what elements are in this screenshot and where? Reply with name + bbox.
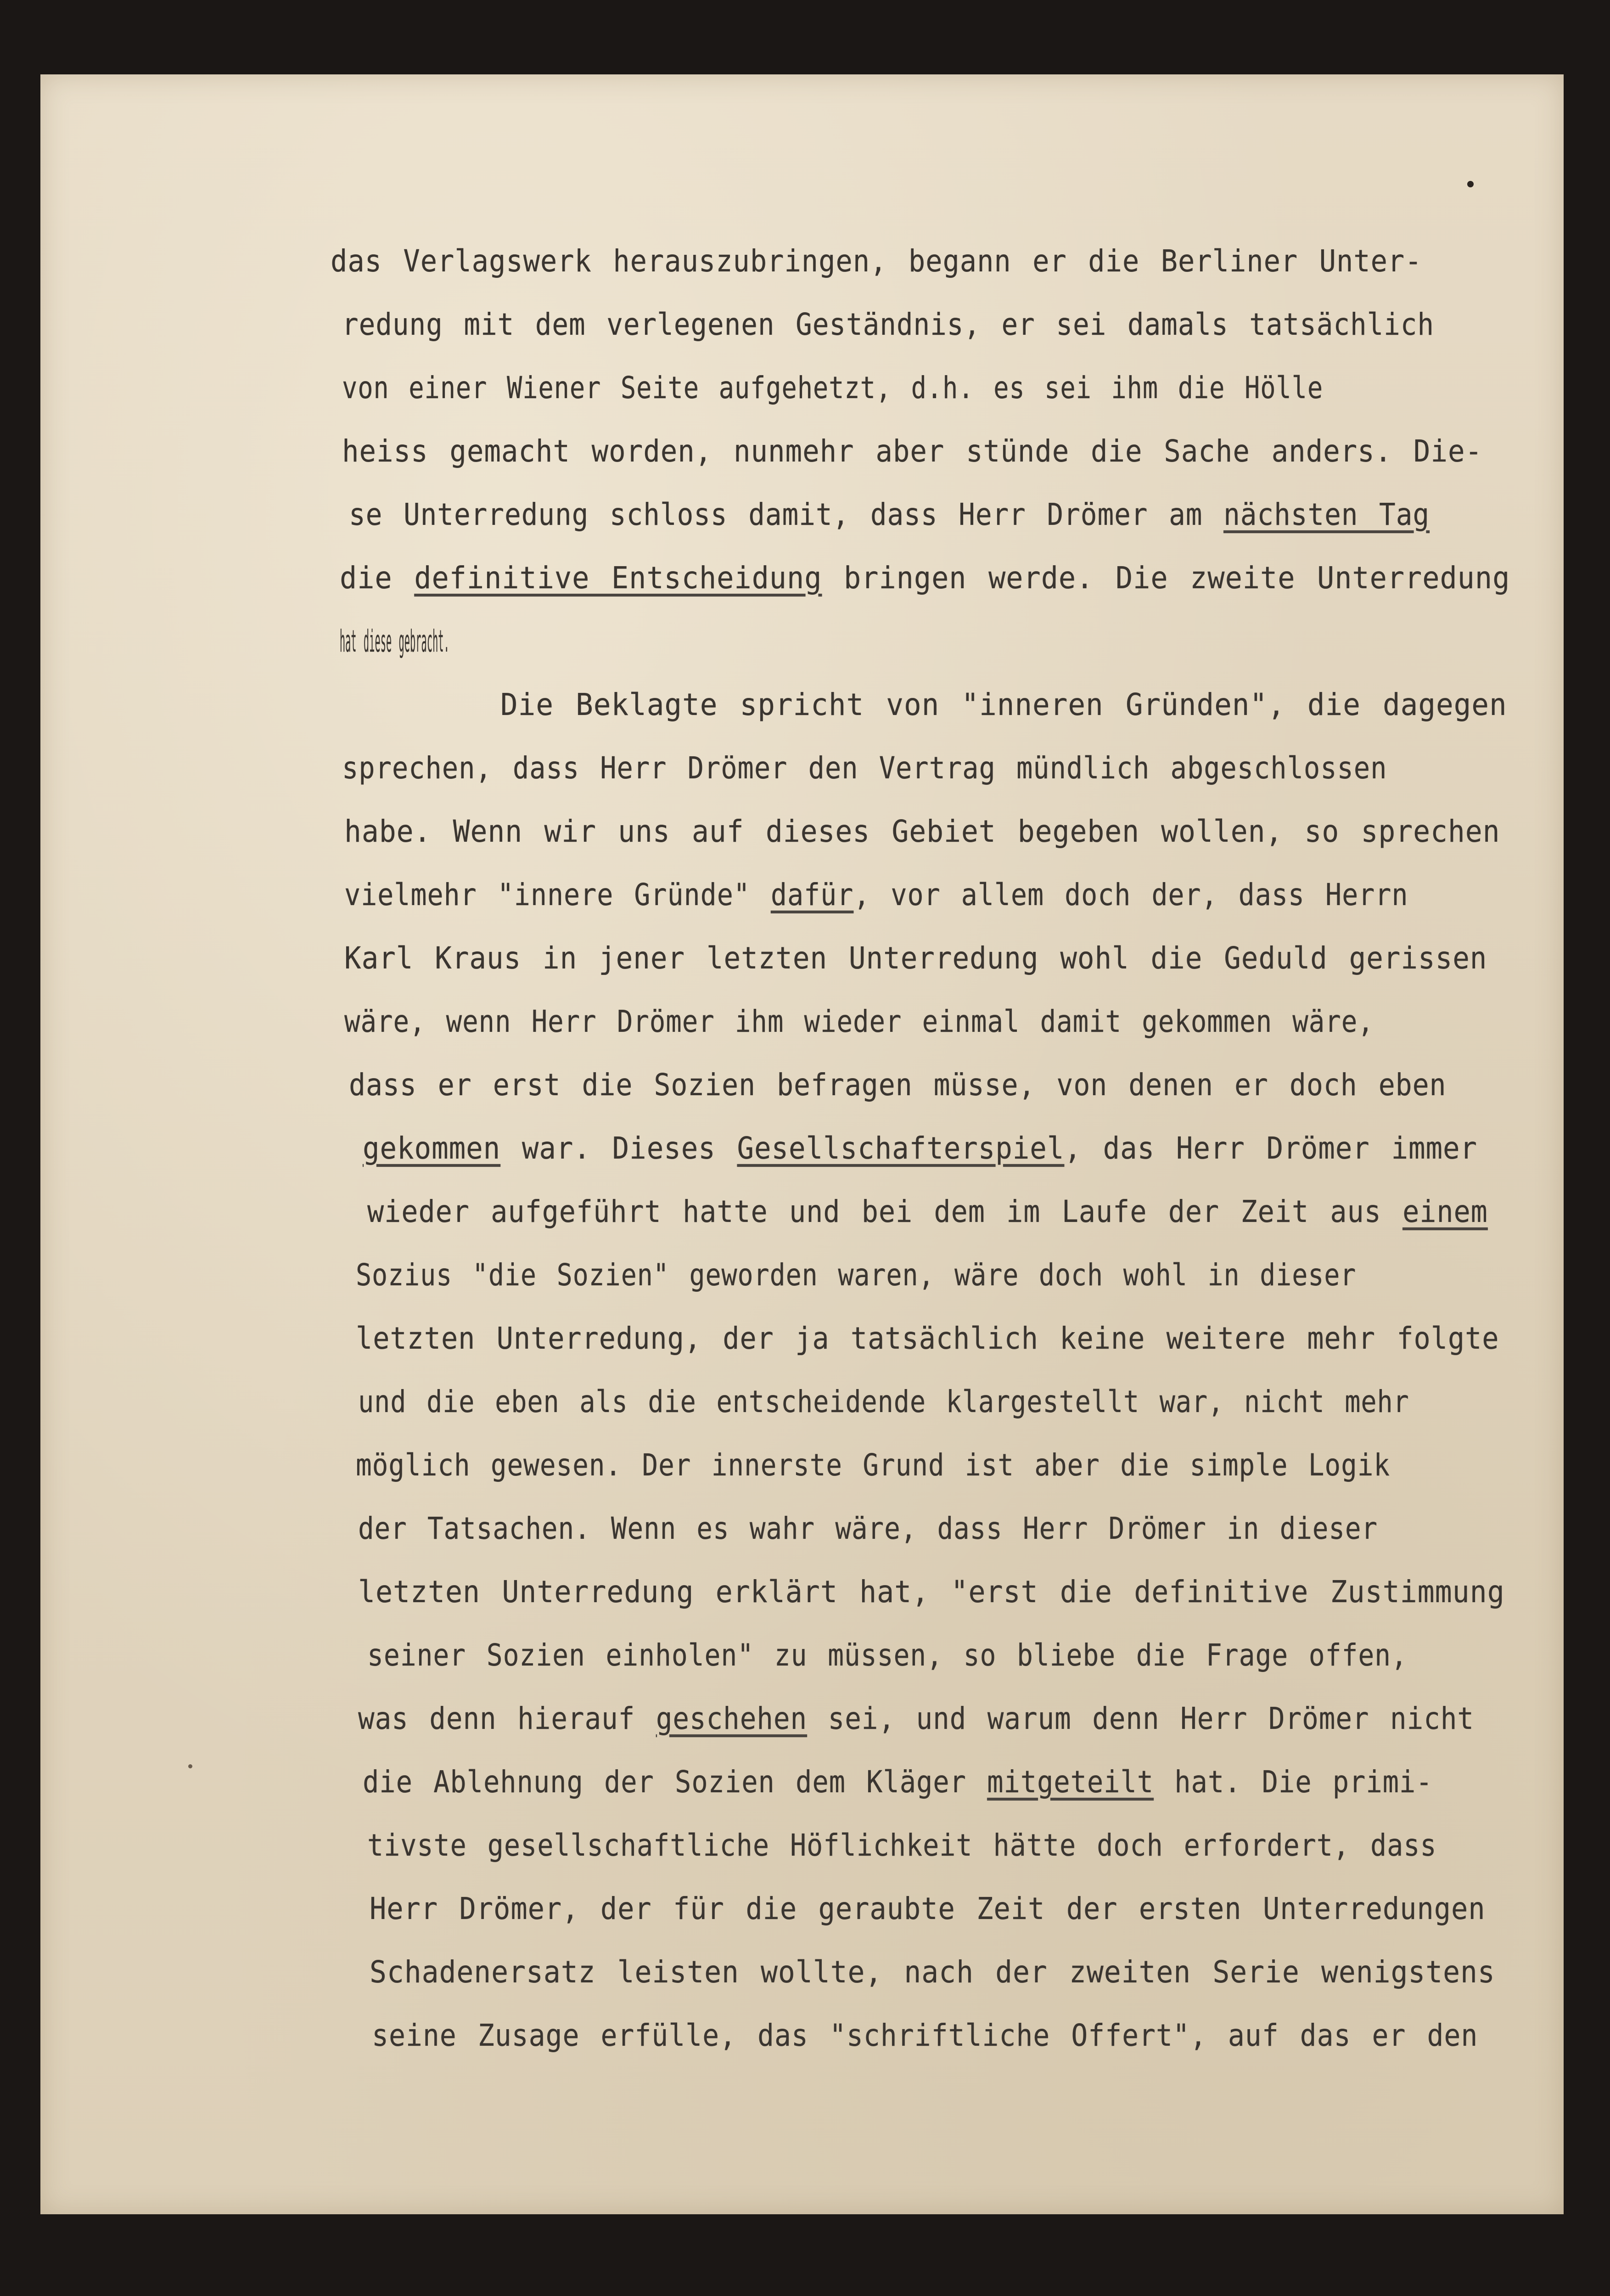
text-line (363, 1750, 1455, 1814)
text-line (356, 1434, 1434, 1497)
text-line (370, 1941, 1503, 2004)
text-segment: letzten Unterredung, der ja tatsächlich keine weitere mehr folgte (356, 1321, 1499, 1356)
text-line (356, 1244, 1416, 1307)
text-line (500, 673, 1533, 737)
text-segment: sprechen, dass Herr Drömer den Vertrag mündlich abgeschlossen (342, 750, 1387, 786)
text-line (367, 1624, 1442, 1687)
text-line (358, 1497, 1432, 1560)
text-segment: , vor allem doch der, dass Herrn (853, 877, 1408, 912)
text-line (358, 1687, 1474, 1750)
text-line (342, 356, 1389, 420)
ink-speck (1467, 181, 1474, 187)
text-segment: bringen werde. Die zweite Unterredung (822, 560, 1510, 596)
text-line (367, 1814, 1450, 1877)
text-segment: hat diese gebracht. (340, 624, 449, 659)
text-segment: das Verlagswerk herauszubringen, begann er die Berliner Unter- (331, 243, 1422, 279)
text-segment: vielmehr "innere Gründe" (344, 877, 771, 912)
paper-blemish (188, 1764, 192, 1768)
text-line (340, 546, 1511, 610)
underlined-phrase: definitive Entscheidung (414, 560, 822, 596)
text-segment: war. Dieses (500, 1131, 737, 1166)
text-segment: von einer Wiener Seite aufgehetzt, d.h. es sei ihm die Hölle (342, 370, 1324, 405)
typed-text-body (289, 230, 1588, 2067)
underlined-phrase: nächsten Tag (1223, 497, 1430, 532)
text-segment: möglich gewesen. Der innerste Grund ist aber die simple Logik (356, 1447, 1391, 1483)
text-segment: habe. Wenn wir uns auf dieses Gebiet begeben wollen, so sprechen (344, 814, 1500, 849)
text-segment: tivste gesellschaftliche Höflichkeit hätte doch erfordert, dass (367, 1828, 1437, 1863)
underlined-phrase: Gesellschafterspiel (737, 1131, 1065, 1166)
underlined-phrase: mitgeteilt (987, 1764, 1154, 1800)
text-segment: die (340, 560, 415, 596)
text-segment: hat. Die primi- (1154, 1764, 1433, 1800)
text-segment: Schadenersatz leisten wollte, nach der zweiten Serie wenigstens (370, 1954, 1495, 1990)
text-segment: redung mit dem verlegenen Geständnis, er sei damals tatsächlich (342, 307, 1435, 342)
text-segment: se Unterredung schloss damit, dass Herr Drömer am (349, 497, 1224, 532)
text-line (340, 610, 716, 673)
text-line (356, 1307, 1499, 1370)
text-line (344, 863, 1447, 927)
text-segment: Herr Drömer, der für die geraubte Zeit der ersten Unterredungen (370, 1891, 1486, 1926)
text-line (344, 927, 1492, 990)
underlined-phrase: geschehen (656, 1701, 808, 1736)
text-line (363, 1117, 1492, 1180)
text-line (342, 420, 1490, 483)
text-segment: wäre, wenn Herr Drömer ihm wieder einmal damit gekommen wäre, (344, 1004, 1374, 1039)
text-line (344, 800, 1501, 863)
text-line (358, 1370, 1419, 1434)
text-segment: seiner Sozien einholen" zu müssen, so bliebe die Frage offen, (367, 1638, 1408, 1673)
text-line (367, 1180, 1488, 1244)
text-segment: seine Zusage erfülle, das "schriftliche Offert", auf das er den (372, 2018, 1478, 2053)
underlined-phrase: gekommen (363, 1131, 501, 1166)
text-segment: wieder aufgeführt hatte und bei dem im Laufe der Zeit aus (367, 1194, 1403, 1229)
text-line (372, 2004, 1478, 2067)
text-segment: dass er erst die Sozien befragen müsse, von denen er doch eben (349, 1067, 1447, 1103)
underlined-phrase: einem (1402, 1194, 1488, 1229)
text-line (342, 293, 1463, 356)
text-line (370, 1877, 1485, 1941)
underlined-phrase: dafür (770, 877, 854, 912)
text-segment: heiss gemacht worden, nunmehr aber stünde die Sache anders. Die- (342, 433, 1482, 469)
text-segment: der Tatsachen. Wenn es wahr wäre, dass Herr Drömer in dieser (358, 1511, 1378, 1546)
text-segment: die Ablehnung der Sozien dem Kläger (363, 1764, 987, 1800)
text-segment: Karl Kraus in jener letzten Unterredung wohl die Geduld gerissen (344, 940, 1487, 976)
text-segment: Sozius "die Sozien" geworden waren, wäre doch wohl in dieser (356, 1257, 1357, 1293)
text-segment: letzten Unterredung erklärt hat, "erst die definitive Zustimmung (358, 1574, 1505, 1609)
text-line (349, 1053, 1473, 1117)
text-segment: sei, und warum denn Herr Drömer nicht (807, 1701, 1474, 1736)
text-line (342, 737, 1453, 800)
text-segment: , das Herr Drömer immer (1064, 1131, 1478, 1166)
text-segment: Die Beklagte spricht von "inneren Gründen", die dagegen (500, 687, 1507, 722)
text-line (358, 1560, 1506, 1624)
text-segment: und die eben als die entscheidende klargestellt war, nicht mehr (358, 1384, 1409, 1419)
text-line (349, 483, 1464, 546)
text-segment: was denn hierauf (358, 1701, 656, 1736)
text-line (331, 230, 1483, 293)
text-line (344, 990, 1428, 1053)
